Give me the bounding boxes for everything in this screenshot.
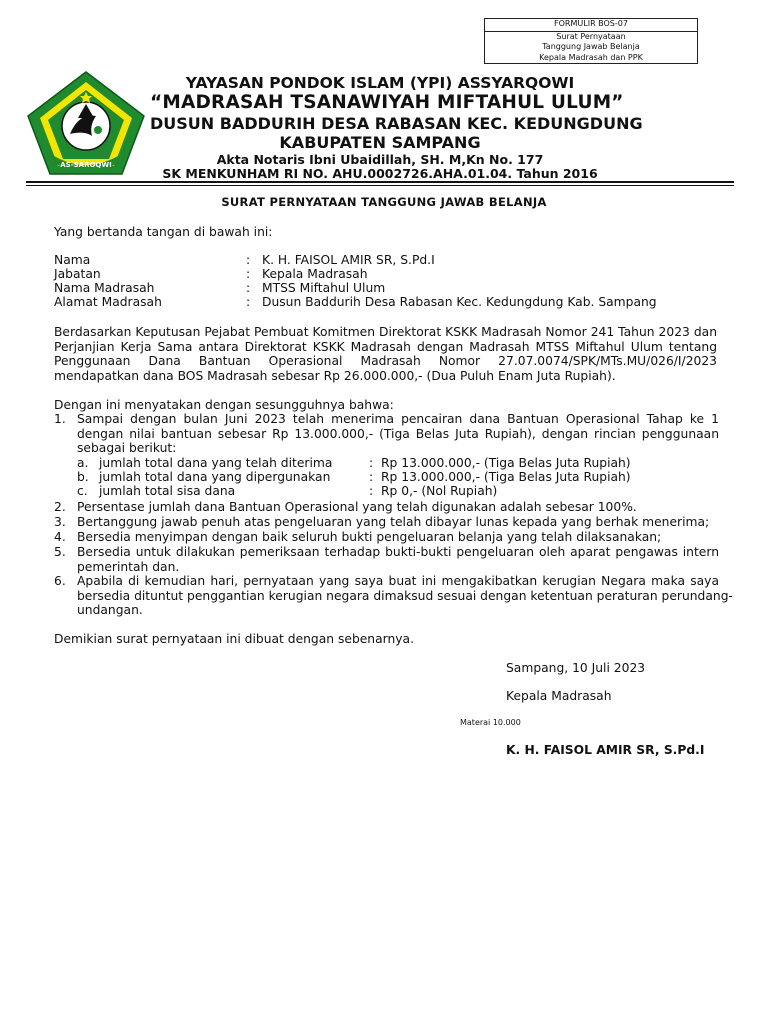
emblem-text: AS-SAROQWI	[60, 161, 112, 169]
sub-item-colon: :	[369, 456, 374, 470]
identity-value: MTSS Miftahul Ulum	[262, 281, 386, 295]
identity-label: Jabatan	[54, 267, 101, 281]
sub-item-colon: :	[369, 484, 374, 498]
item-line: Sampai dengan bulan Juni 2023 telah menerima pencairan dana Bantuan Operasional Tahap ke 1	[77, 412, 719, 426]
sub-item-letter: b.	[77, 470, 89, 484]
item-line: Bersedia untuk dilakukan pemeriksaan terhadap bukti-bukti pengeluaran oleh aparat pengawas intern	[77, 545, 719, 559]
sub-item-text: jumlah total dana yang telah diterima	[99, 456, 333, 470]
item-number: 3.	[54, 515, 66, 529]
identity-colon: :	[246, 267, 251, 281]
sub-item-value: Rp 13.000.000,- (Tiga Belas Juta Rupiah)	[381, 456, 631, 470]
decree-number: SK MENKUNHAM RI NO. AHU.0002726.AHA.01.04. Tahun 2016	[162, 166, 598, 181]
item-line: undangan.	[77, 603, 143, 617]
sub-item-text: jumlah total dana yang dipergunakan	[99, 470, 331, 484]
basis-paragraph	[54, 325, 717, 383]
intro-text: Yang bertanda tangan di bawah ini:	[54, 225, 273, 239]
item-number: 4.	[54, 530, 66, 544]
item-line: Bertanggung jawab penuh atas pengeluaran yang telah dibayar lunas kepada yang berhak menerima;	[77, 515, 710, 529]
statement-lead: Dengan ini menyatakan dengan sesungguhnya bahwa:	[54, 398, 394, 412]
foundation-name: YAYASAN PONDOK ISLAM (YPI) ASSYARQOWI	[185, 74, 575, 92]
sub-item-value: Rp 13.000.000,- (Tiga Belas Juta Rupiah)	[381, 470, 631, 484]
identity-label: Nama	[54, 253, 91, 267]
letterhead-divider-thin	[26, 185, 734, 186]
sub-item-text: jumlah total sisa dana	[99, 484, 236, 498]
sub-item-letter: c.	[77, 484, 88, 498]
item-line: Bersedia menyimpan dengan baik seluruh bukti pengeluaran belanja yang telah dilaksanakan;	[77, 530, 662, 544]
item-line: sebagai berikut:	[77, 441, 177, 455]
address-line: DUSUN BADDURIH DESA RABASAN KEC. KEDUNGDUNG	[150, 114, 643, 133]
item-number: 2.	[54, 500, 66, 514]
identity-colon: :	[246, 281, 251, 295]
document-title: SURAT PERNYATAAN TANGGUNG JAWAB BELANJA	[221, 195, 547, 209]
regency-line: KABUPATEN SAMPANG	[279, 133, 481, 152]
school-emblem-icon	[26, 70, 146, 178]
signer-name: K. H. FAISOL AMIR SR, S.Pd.I	[506, 743, 705, 757]
paragraph-line: Perjanjian Kerja Sama antara Direktorat KSKK Madrasah dengan Madrasah MTSS Miftahul Ulum tentang	[54, 339, 717, 354]
item-number: 6.	[54, 574, 66, 588]
sub-item-colon: :	[369, 470, 374, 484]
paragraph-line: Berdasarkan Keputusan Pejabat Pembuat Komitmen Direktorat KSKK Madrasah Nomor 241 Tahun 2023 dan	[54, 325, 717, 339]
identity-value: Dusun Baddurih Desa Rabasan Kec. Kedungdung Kab. Sampang	[262, 295, 657, 309]
form-code-box	[484, 18, 698, 64]
paragraph-line: Penggunaan Dana Bantuan Operasional Madrasah Nomor 27.07.0074/SPK/MTs.MU/026/I/2023	[54, 354, 717, 368]
letterhead-divider	[26, 181, 734, 183]
item-line: bersedia dituntut penggantian kerugian negara dimaksud sesuai dengan ketentuan peraturan perundang-	[77, 588, 733, 603]
item-line: pemerintah dan.	[77, 559, 180, 574]
notary-deed: Akta Notaris Ibni Ubaidillah, SH. M,Kn No. 177	[216, 152, 544, 167]
place-date: Sampang, 10 Juli 2023	[506, 661, 646, 675]
item-number: 1.	[54, 412, 66, 426]
identity-value: K. H. FAISOL AMIR SR, S.Pd.I	[262, 253, 435, 267]
form-description-line: Kepala Madrasah dan PPK	[539, 52, 643, 62]
form-code: FORMULIR BOS-07	[485, 19, 697, 32]
paragraph-line: mendapatkan dana BOS Madrasah sebesar Rp 26.000.000,- (Dua Puluh Enam Juta Rupiah).	[54, 368, 616, 383]
identity-colon: :	[246, 253, 251, 267]
stamp-duty-note: Materai 10.000	[460, 718, 521, 727]
form-description	[485, 32, 697, 64]
identity-label: Nama Madrasah	[54, 281, 155, 295]
item-line: Persentase jumlah dana Bantuan Operasional yang telah digunakan adalah sebesar 100%.	[77, 500, 637, 514]
form-description-line: Tanggung Jawab Belanja	[542, 42, 640, 51]
identity-label: Alamat Madrasah	[54, 295, 162, 309]
school-name: “MADRASAH TSANAWIYAH MIFTAHUL ULUM”	[150, 92, 624, 113]
item-line: Apabila di kemudian hari, pernyataan yang saya buat ini mengakibatkan kerugian Negara maka saya	[77, 574, 719, 588]
item-number: 5.	[54, 545, 66, 559]
identity-colon: :	[246, 295, 251, 309]
form-description-line: Surat Pernyataan	[556, 31, 626, 41]
sub-item-value: Rp 0,- (Nol Rupiah)	[381, 484, 498, 498]
identity-value: Kepala Madrasah	[262, 267, 368, 281]
closing-text: Demikian surat pernyataan ini dibuat dengan sebenarnya.	[54, 632, 414, 646]
sub-item-letter: a.	[77, 456, 89, 470]
item-line: dengan nilai bantuan sebesar Rp 13.000.000,- (Tiga Belas Juta Rupiah), dengan rincian penggunaan	[77, 426, 719, 441]
signer-role: Kepala Madrasah	[506, 689, 612, 703]
